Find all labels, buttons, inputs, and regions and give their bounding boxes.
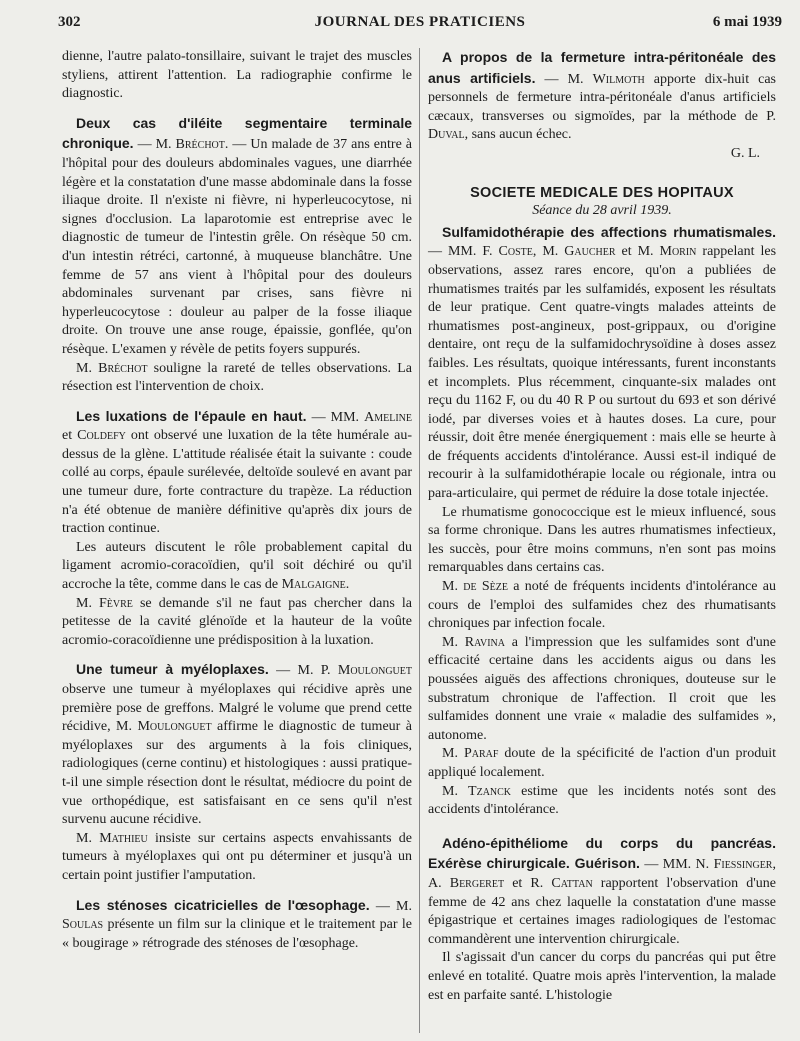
article-sulfamido-p6: M. Tzanck estime que les incidents notés sont des accidents d'intolérance.	[428, 783, 776, 818]
author-name: Fiessinger	[713, 857, 773, 873]
author-name: Moulonguet	[137, 719, 212, 735]
article-myeloplaxes-body: Une tumeur à myéloplaxes. — M. P. Moulonguet observe une tumeur à myéloplaxes qui récidive après une première pose de greffons. Malgré le volume que prend cette récidive, M. Moulonguet affirme le diagnostic de tumeur à myéloplaxes sur des arguments à la fois cliniques, radiologiques (cerne continu) et histologiques : aussi pratique-t-il une simple résection dont le résultat, médiocre du point de vue orthopédique, est satisfaisant en ce sens qu'il n'est survenu aucune récidive.	[62, 661, 412, 828]
article-luxations-comment: M. Fèvre se demande s'il ne faut pas chercher dans la petitesse de la cavité glénoïde et la hauteur de la voûte acromio-coracoïdienne une prédisposition à la luxation.	[62, 595, 413, 648]
article-ileite-body: Deux cas d'iléite segmentaire terminale chronique. — M. Bréchot. — Un malade de 37 ans entre à l'hôpital pour des douleurs abdominales vagues, une diarrhée légère et la constatation d'une masse abdominale dans la fosse iliaque droite. Il n'existe ni fièvre, ni hyperleucocytose, ni signes d'occlusion. La laparotomie est entreprise avec le diagnostic de tumeur de l'intestin grêle. On résèque 50 cm. d'un intestin rétréci, cartonné, à muqueuse blanchâtre. Une femme de 57 ans vient à l'hôpital pour des douleurs abdominales survenant par crises, sans fièvre ni hyperleucocytose : douleur au palper de la fosse iliaque droite. On trouve une anse rouge, épaissie, gonflée, qu'on résèque. L'examen y révèle de petits foyers suppurés.	[62, 114, 412, 357]
author-name: Cattan	[551, 875, 593, 891]
article-pancreas-body: Adéno-épithéliome du corps du pancréas. Exérèse chirurgicale. Guérison. — MM. N. Fiessinger, A. Bergeret et R. Cattan rapportent l'observation d'une femme de 42 ans chez laquelle la constatation d'une masse épigastrique et certaines images radiologiques de l'estomac commandèrent une intervention chirurgicale.	[428, 834, 776, 947]
author-name: Coste	[498, 244, 533, 260]
intro-paragraph: dienne, l'autre palato-tonsillaire, suivant le trajet des muscles styliens, attirent l'attention. La radiographie confirme le diagnostic.	[62, 49, 412, 102]
article-sulfamido-body: Sulfamidothérapie des affections rhumatismales. — MM. F. Coste, M. Gaucher et M. Morin rappelant les observations, assez rares encore, qu'on a publiées de rhumatismes traités par les sulfamidés, exposent les résultats de leur pratique. Cent quatre-vingts malades atteints de rhumatismes post-angineux, post-grippaux, ou d'origine dentaire, ont reçu de la sulfamidochrysoïdine à doses assez faibles. Les résultats, quoique intéressants, furent inconstants et incomplets. Plus récemment, cinquante-six malades ont reçu du 1162 F, ou du 40 R P ou surtout du 693 et son dérivé iodé, par diverses voies et à hautes doses. La cure, pour réussir, doit être menée énergiquement : mais elle se heurte à de fréquents accidents d'intolérance. Aussi est-il indiqué de recourir à la sulfamidothérapie locale ou régionale, intra ou para-articulaire, qui permet de réduire la dose totale injectée.	[428, 223, 777, 502]
article-sulfamido-title: Sulfamidothérapie des affections rhumatismales.	[442, 223, 776, 240]
article-sulfamido	[428, 223, 776, 820]
author-name: Wilmoth	[592, 71, 645, 87]
article-pancreas	[428, 834, 776, 1005]
author-name: Ameline	[364, 409, 412, 425]
author-name: Malgaigne	[281, 577, 346, 593]
article-pancreas-title: Adéno-épithéliome du corps du pancréas. Exérèse chirurgicale. Guérison.	[428, 834, 776, 872]
article-myeloplaxes-title: Une tumeur à myéloplaxes.	[76, 661, 269, 678]
author-name: Coldefy	[77, 428, 126, 444]
article-stenoses-title: Les sténoses cicatricielles de l'œsophage.	[76, 896, 370, 913]
author-name: Mathieu	[99, 830, 148, 846]
issue-date: 6 mai 1939	[712, 14, 782, 30]
author-name: Bréchot	[175, 137, 225, 153]
article-sulfamido-p2: Le rhumatisme gonococcique est le mieux influencé, sous sa forme chronique. Dans les autres rhumatismes infectieux, les succès, pour être moins communs, n'en sont pas moins remarquables dans certains cas.	[428, 504, 776, 576]
right-column	[428, 48, 776, 1005]
article-myeloplaxes-comment: M. Mathieu insiste sur certains aspects envahissants de tumeurs à myéloplaxes qui ont pu déterminer et jusqu'à un certain point justifier l'amputation.	[62, 830, 412, 883]
author-name: Soulas	[62, 917, 104, 933]
article-sulfamido-p5: M. Paraf doute de la spécificité de l'action d'un produit appliqué localement.	[428, 746, 776, 780]
author-name: Morin	[659, 244, 697, 260]
author-name: Gaucher	[564, 244, 616, 260]
author-name: de Sèze	[463, 579, 508, 595]
author-name: Bréchot	[98, 360, 148, 376]
article-sulfamido-p3: M. de Sèze a noté de fréquents incidents d'intolérance au cours de l'emploi des sulfamides chez des rhumatisants chroniques par infection focale.	[428, 579, 777, 632]
article-pancreas-p2: Il s'agissait d'un cancer du corps du pancréas qui put être enlevé en totalité. Quatre mois après l'intervention, la malade est en parfaite santé. L'histologie	[428, 950, 776, 1003]
session-date: Séance du 28 avril 1939.	[532, 203, 672, 219]
article-fermeture-body: A propos de la fermeture intra-péritonéale des anus artificiels. — M. Wilmoth apporte dix-huit cas personnels de fermeture intra-péritonéale d'anus artificiels cæcaux, transverses ou sigmoïdes, par la méthode de P. Duval, sans aucun échec.	[428, 49, 777, 143]
article-luxations-title: Les luxations de l'épaule en haut.	[76, 407, 307, 424]
signature: G. L.	[730, 145, 760, 161]
author-name: Tzanck	[468, 783, 512, 799]
article-luxations-discussion: Les auteurs discutent le rôle probablement capital du ligament acromio-coracoïdien, qu'il soit déchiré ou qu'il accroche la tête, comme dans le cas de Malgaigne.	[62, 539, 412, 593]
article-myeloplaxes	[62, 660, 412, 885]
author-name: Ravina	[464, 634, 505, 650]
journal-title: JOURNAL DES PRATICIENS	[314, 14, 526, 30]
page-number: 302	[58, 14, 81, 30]
author-name: Bergeret	[449, 875, 505, 891]
article-luxations	[62, 407, 412, 651]
author-name: Moulonguet	[337, 663, 412, 679]
article-fermeture-title: A propos de la fermeture intra-péritonéale des anus artificiels.	[428, 49, 776, 86]
article-luxations-body: Les luxations de l'épaule en haut. — MM. Ameline et Coldefy ont observé une luxation de la tête humérale au-dessus de la glène. L'attitude réalisée était la suivante : coude collé au corps, épaule surélevée, deltoïde soulevé en avant par une tumeur dure, forte contracture du trapèze. La réduction n'a été obtenue de manière définitive qu'après dix jours de traction continue.	[62, 407, 412, 537]
article-ileite-comment: M. Bréchot souligne la rareté de telles observations. La résection est l'intervention de choix.	[62, 360, 412, 395]
article-stenoses-body: Les sténoses cicatricielles de l'œsophage. — M. Soulas présente un film sur la clinique et le traitement par le « bougirage » rétrograde des sténoses de l'œsophage.	[62, 896, 413, 951]
left-column	[62, 48, 412, 953]
column-divider	[419, 48, 420, 1033]
page-header	[58, 14, 782, 38]
article-sulfamido-p4: M. Ravina a l'impression que les sulfamides sont d'une efficacité certaine dans les accidents aigus ou dans les poussées aiguës des affections chroniques, douteuse sur le substratum chronique de l'affection. Il croit que les sulfamides donnent une vraie « maladie des sulfamides », autonome.	[428, 634, 777, 743]
society-title: SOCIETE MEDICALE DES HOPITAUX	[470, 184, 734, 201]
article-ileite	[62, 114, 412, 397]
author-name: Duval	[428, 127, 465, 143]
author-name: Paraf	[463, 746, 499, 762]
article-ileite-title: Deux cas d'iléite segmentaire terminale chronique.	[62, 114, 412, 152]
article-fermeture	[428, 48, 776, 164]
author-name: Fèvre	[99, 595, 133, 611]
article-stenoses	[62, 896, 412, 954]
